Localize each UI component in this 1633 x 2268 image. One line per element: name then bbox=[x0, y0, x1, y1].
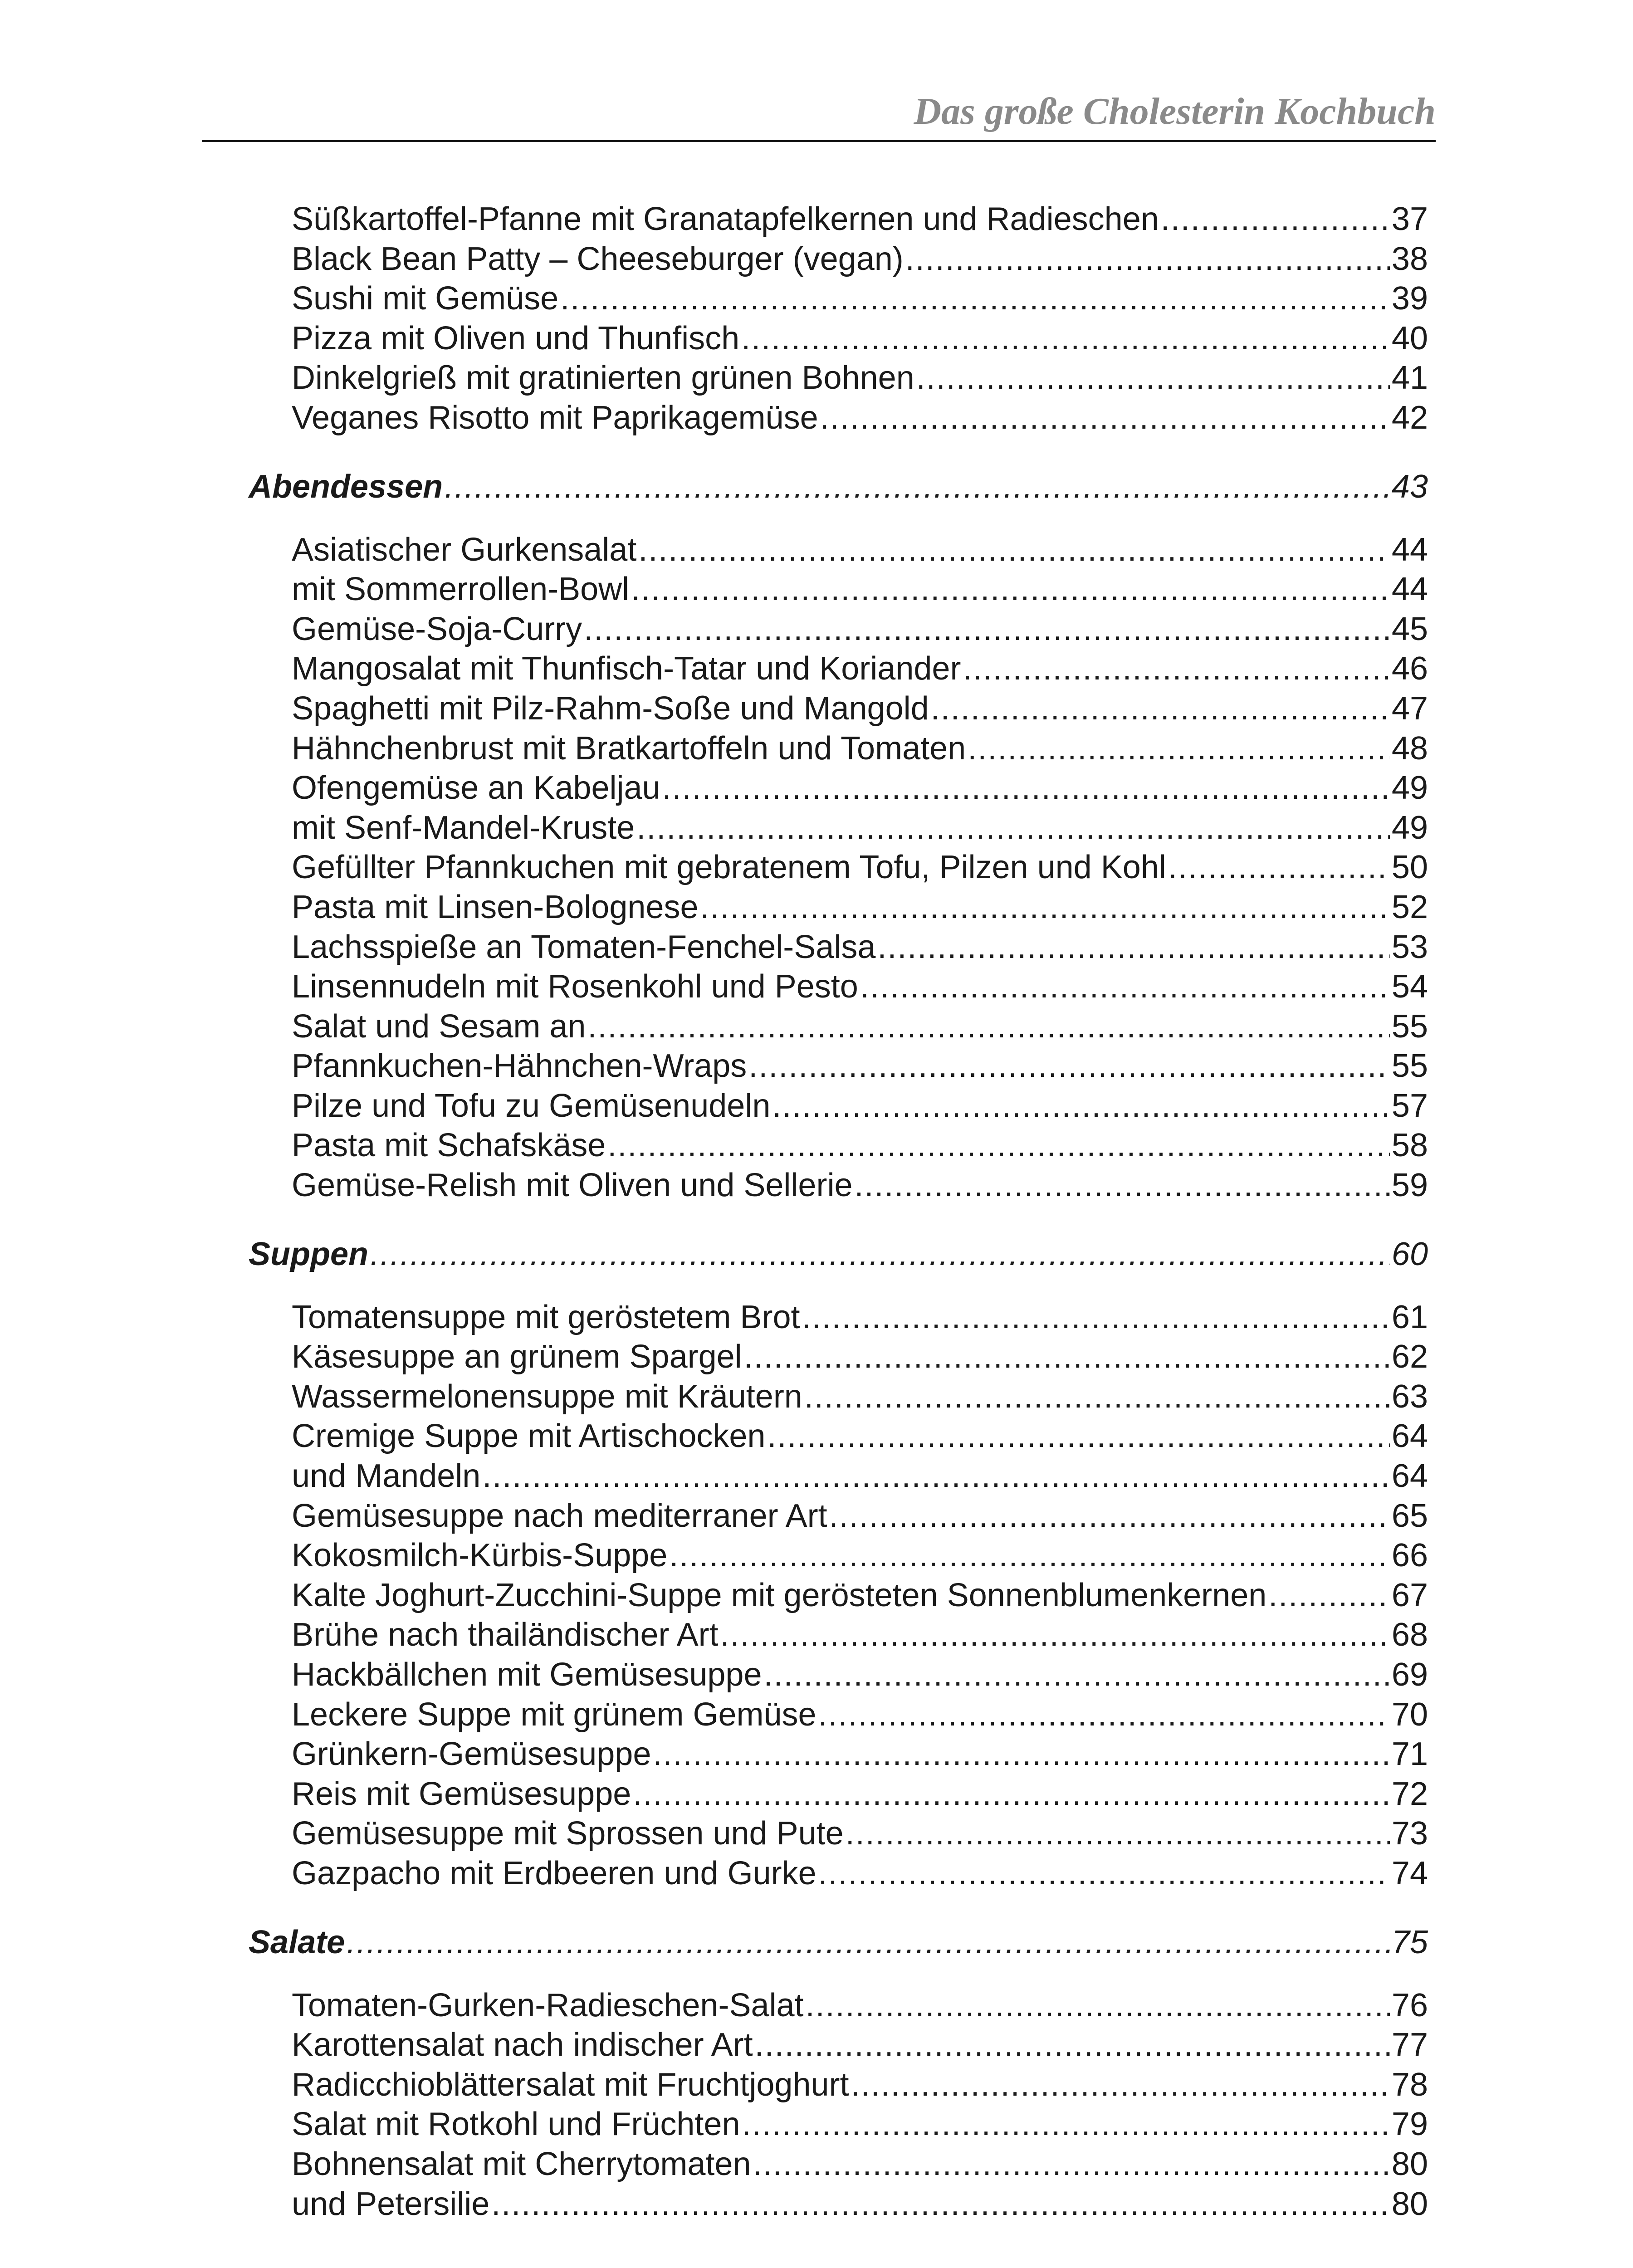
toc-entry-page: 53 bbox=[1391, 929, 1428, 965]
toc-entry-page: 62 bbox=[1391, 1339, 1428, 1375]
toc-entry-page: 44 bbox=[1391, 571, 1428, 608]
toc-section-suppen[interactable] bbox=[249, 1234, 1428, 1274]
toc-entry-title: Bohnensalat mit Cherrytomaten bbox=[292, 2146, 751, 2182]
dot-leader bbox=[931, 689, 1390, 729]
dot-leader bbox=[877, 928, 1390, 968]
dot-leader bbox=[370, 1234, 1390, 1274]
toc-entry[interactable] bbox=[292, 808, 1428, 848]
toc-entry-title: Cremige Suppe mit Artischocken bbox=[292, 1418, 766, 1455]
toc-section-title: Salate bbox=[249, 1924, 345, 1960]
toc-entry-page: 65 bbox=[1391, 1497, 1428, 1534]
toc-entry-page: 78 bbox=[1391, 2066, 1428, 2103]
toc-entry[interactable] bbox=[292, 1814, 1428, 1854]
dot-leader bbox=[818, 1695, 1390, 1735]
toc-entry-page: 58 bbox=[1391, 1127, 1428, 1164]
toc-entry[interactable] bbox=[292, 1735, 1428, 1774]
toc-entry-title: Salat und Sesam an bbox=[292, 1008, 586, 1045]
toc-entry-page: 54 bbox=[1391, 968, 1428, 1005]
toc-entry[interactable] bbox=[292, 1126, 1428, 1166]
dot-leader bbox=[742, 2105, 1390, 2145]
toc-section-page: 60 bbox=[1391, 1236, 1428, 1272]
toc-section-abendessen[interactable] bbox=[249, 467, 1428, 507]
dot-leader bbox=[804, 1377, 1390, 1417]
toc-entry-title: Kalte Joghurt-Zucchini-Suppe mit gerösteten Sonnenblumenkernen bbox=[292, 1577, 1267, 1613]
toc-entry-title: Brühe nach thailändischer Art bbox=[292, 1617, 719, 1653]
dot-leader bbox=[638, 530, 1390, 570]
toc-entry[interactable] bbox=[292, 610, 1428, 650]
toc-entry-title: Spaghetti mit Pilz-Rahm-Soße und Mangold bbox=[292, 690, 929, 727]
toc-entry-title: Wassermelonensuppe mit Kräutern bbox=[292, 1378, 802, 1415]
dot-leader bbox=[1168, 848, 1390, 888]
dot-leader bbox=[669, 1536, 1390, 1576]
toc-entry[interactable] bbox=[292, 240, 1428, 279]
dot-leader bbox=[720, 1615, 1390, 1655]
toc-entry-title: Karottensalat nach indischer Art bbox=[292, 2027, 753, 2063]
dot-leader bbox=[755, 2025, 1390, 2065]
toc-section-page: 75 bbox=[1391, 1924, 1428, 1960]
table-of-contents bbox=[249, 200, 1428, 2224]
toc-entry-page: 52 bbox=[1391, 889, 1428, 925]
toc-entry[interactable] bbox=[292, 1086, 1428, 1126]
dot-leader bbox=[820, 398, 1390, 438]
toc-entry[interactable] bbox=[292, 1166, 1428, 1206]
toc-section-title: Abendessen bbox=[249, 468, 443, 505]
dot-leader bbox=[633, 1774, 1390, 1814]
toc-entry-page: 37 bbox=[1391, 201, 1428, 237]
toc-entry-page: 48 bbox=[1391, 730, 1428, 767]
toc-entry-page: 64 bbox=[1391, 1458, 1428, 1495]
toc-entry[interactable] bbox=[292, 319, 1428, 359]
toc-entry[interactable] bbox=[292, 1496, 1428, 1536]
toc-entry[interactable] bbox=[292, 848, 1428, 888]
toc-entry-title: Mangosalat mit Thunfisch-Tatar und Koriander bbox=[292, 650, 961, 687]
toc-entry[interactable] bbox=[292, 2145, 1428, 2185]
toc-entry[interactable] bbox=[292, 888, 1428, 928]
toc-entry-title: Kokosmilch-Kürbis-Suppe bbox=[292, 1537, 668, 1574]
dot-leader bbox=[744, 1337, 1390, 1377]
toc-entry-page: 63 bbox=[1391, 1378, 1428, 1415]
toc-entry-page: 74 bbox=[1391, 1855, 1428, 1892]
toc-entry-title: Käsesuppe an grünem Spargel bbox=[292, 1339, 742, 1375]
toc-entry-page: 45 bbox=[1391, 611, 1428, 647]
dot-leader bbox=[818, 1854, 1390, 1894]
toc-entry-page: 67 bbox=[1391, 1577, 1428, 1613]
dot-leader bbox=[851, 2065, 1390, 2105]
toc-entry-page: 73 bbox=[1391, 1815, 1428, 1852]
toc-entry-page: 42 bbox=[1391, 399, 1428, 436]
toc-entry-title: Gemüse-Relish mit Oliven und Sellerie bbox=[292, 1167, 853, 1204]
toc-entry[interactable] bbox=[292, 729, 1428, 769]
toc-entry-page: 50 bbox=[1391, 849, 1428, 886]
toc-entry-title: Sushi mit Gemüse bbox=[292, 280, 559, 317]
dot-leader bbox=[1161, 200, 1390, 240]
dot-leader bbox=[631, 570, 1390, 610]
dot-leader bbox=[491, 2185, 1390, 2224]
toc-entry-title: Salat mit Rotkohl und Früchten bbox=[292, 2106, 740, 2143]
dot-leader bbox=[772, 1086, 1390, 1126]
toc-entry-page: 38 bbox=[1391, 240, 1428, 277]
dot-leader bbox=[662, 768, 1390, 808]
toc-entry-page: 40 bbox=[1391, 320, 1428, 357]
toc-entry-title: mit Sommerrollen-Bowl bbox=[292, 571, 630, 608]
toc-entry[interactable] bbox=[292, 1986, 1428, 2026]
toc-entry-title: Gemüsesuppe nach mediterraner Art bbox=[292, 1497, 827, 1534]
dot-leader bbox=[587, 1007, 1389, 1047]
toc-entry-title: Hähnchenbrust mit Bratkartoffeln und Tomaten bbox=[292, 730, 966, 767]
toc-entry[interactable] bbox=[292, 1576, 1428, 1616]
toc-section-salate[interactable] bbox=[249, 1922, 1428, 1962]
toc-entry-title: Ofengemüse an Kabeljau bbox=[292, 770, 660, 807]
toc-entry[interactable] bbox=[292, 530, 1428, 570]
toc-entry-page: 68 bbox=[1391, 1617, 1428, 1653]
dot-leader bbox=[741, 319, 1390, 359]
toc-entry-page: 39 bbox=[1391, 280, 1428, 317]
toc-entry[interactable] bbox=[292, 570, 1428, 610]
dot-leader bbox=[829, 1496, 1390, 1536]
dot-leader bbox=[607, 1126, 1390, 1166]
toc-entry[interactable] bbox=[292, 1046, 1428, 1086]
toc-entry[interactable] bbox=[292, 358, 1428, 398]
toc-entry-page: 69 bbox=[1391, 1657, 1428, 1693]
toc-entry-title: Asiatischer Gurkensalat bbox=[292, 531, 637, 568]
dot-leader bbox=[916, 358, 1390, 398]
toc-entry-page: 70 bbox=[1391, 1696, 1428, 1733]
toc-entry-page: 76 bbox=[1391, 1987, 1428, 2024]
toc-entry-title: Pasta mit Schafskäse bbox=[292, 1127, 606, 1164]
dot-leader bbox=[753, 2145, 1390, 2185]
toc-entry-title: Süßkartoffel-Pfanne mit Granatapfelkernen und Radieschen bbox=[292, 201, 1159, 237]
dot-leader bbox=[968, 729, 1390, 769]
toc-entry-title: Gefüllter Pfannkuchen mit gebratenem Tofu, Pilzen und Kohl bbox=[292, 849, 1166, 886]
toc-entry[interactable] bbox=[292, 2025, 1428, 2065]
toc-entry-page: 49 bbox=[1391, 770, 1428, 807]
header-rule bbox=[202, 140, 1436, 142]
toc-entry-title: und Petersilie bbox=[292, 2185, 490, 2222]
toc-entry-title: Tomatensuppe mit geröstetem Brot bbox=[292, 1299, 800, 1335]
toc-entry[interactable] bbox=[292, 1854, 1428, 1894]
toc-entry-page: 44 bbox=[1391, 531, 1428, 568]
toc-entry-page: 41 bbox=[1391, 360, 1428, 396]
dot-leader bbox=[347, 1922, 1390, 1962]
toc-entry-title: Veganes Risotto mit Paprikagemüse bbox=[292, 399, 818, 436]
toc-entry-title: Grünkern-Gemüsesuppe bbox=[292, 1736, 651, 1773]
toc-entry[interactable] bbox=[292, 1695, 1428, 1735]
toc-entry-title: Linsennudeln mit Rosenkohl und Pesto bbox=[292, 968, 858, 1005]
toc-entry[interactable] bbox=[292, 967, 1428, 1007]
toc-entry-page: 77 bbox=[1391, 2027, 1428, 2063]
toc-entry[interactable] bbox=[292, 1457, 1428, 1496]
dot-leader bbox=[860, 967, 1390, 1007]
dot-leader bbox=[653, 1735, 1390, 1774]
dot-leader bbox=[963, 649, 1389, 689]
toc-entry[interactable] bbox=[292, 1377, 1428, 1417]
toc-entry-title: Reis mit Gemüsesuppe bbox=[292, 1775, 631, 1812]
toc-entry-title: Gemüsesuppe mit Sprossen und Pute bbox=[292, 1815, 844, 1852]
toc-entry-page: 79 bbox=[1391, 2106, 1428, 2143]
toc-entry-title: Hackbällchen mit Gemüsesuppe bbox=[292, 1657, 762, 1693]
running-header-title: Das große Cholesterin Kochbuch bbox=[914, 90, 1436, 132]
toc-entry-page: 59 bbox=[1391, 1167, 1428, 1204]
toc-section-page: 43 bbox=[1391, 468, 1428, 505]
toc-entry-title: Radicchioblättersalat mit Fruchtjoghurt bbox=[292, 2066, 849, 2103]
toc-entry[interactable] bbox=[292, 2185, 1428, 2224]
toc-entry[interactable] bbox=[292, 768, 1428, 808]
toc-entry-title: Pasta mit Linsen-Bolognese bbox=[292, 889, 699, 925]
toc-entry-page: 46 bbox=[1391, 650, 1428, 687]
toc-entry[interactable] bbox=[292, 1655, 1428, 1695]
toc-entry[interactable] bbox=[292, 928, 1428, 968]
toc-entry-page: 71 bbox=[1391, 1736, 1428, 1773]
toc-entry-title: Pilze und Tofu zu Gemüsenudeln bbox=[292, 1087, 771, 1124]
toc-entry[interactable] bbox=[292, 398, 1428, 438]
dot-leader bbox=[560, 279, 1390, 319]
dot-leader bbox=[764, 1655, 1390, 1695]
dot-leader bbox=[1268, 1576, 1390, 1616]
toc-entry-title: Leckere Suppe mit grünem Gemüse bbox=[292, 1696, 816, 1733]
toc-entry-page: 66 bbox=[1391, 1537, 1428, 1574]
toc-entry[interactable] bbox=[292, 1007, 1428, 1047]
dot-leader bbox=[584, 610, 1390, 650]
toc-entry-page: 80 bbox=[1391, 2185, 1428, 2222]
toc-entry-title: mit Senf-Mandel-Kruste bbox=[292, 809, 635, 846]
toc-entry-page: 47 bbox=[1391, 690, 1428, 727]
toc-entry-page: 61 bbox=[1391, 1299, 1428, 1335]
toc-entry-title: Black Bean Patty – Cheeseburger (vegan) bbox=[292, 240, 904, 277]
toc-entry[interactable] bbox=[292, 1337, 1428, 1377]
dot-leader bbox=[854, 1166, 1389, 1206]
toc-entry-page: 55 bbox=[1391, 1008, 1428, 1045]
dot-leader bbox=[636, 808, 1390, 848]
toc-entry[interactable] bbox=[292, 1298, 1428, 1338]
dot-leader bbox=[445, 467, 1390, 507]
toc-entry-page: 49 bbox=[1391, 809, 1428, 846]
toc-entry-title: Dinkelgrieß mit gratinierten grünen Bohnen bbox=[292, 360, 914, 396]
toc-entry[interactable] bbox=[292, 200, 1428, 240]
dot-leader bbox=[802, 1298, 1390, 1338]
dot-leader bbox=[482, 1457, 1390, 1496]
dot-leader bbox=[846, 1814, 1390, 1854]
dot-leader bbox=[767, 1417, 1389, 1457]
toc-entry[interactable] bbox=[292, 1536, 1428, 1576]
toc-section-title: Suppen bbox=[249, 1236, 368, 1272]
toc-entry-page: 64 bbox=[1391, 1418, 1428, 1455]
dot-leader bbox=[748, 1046, 1390, 1086]
dot-leader bbox=[806, 1986, 1390, 2026]
toc-entry-page: 57 bbox=[1391, 1087, 1428, 1124]
toc-entry[interactable] bbox=[292, 1615, 1428, 1655]
toc-entry[interactable] bbox=[292, 1417, 1428, 1457]
toc-entry-title: Pfannkuchen-Hähnchen-Wraps bbox=[292, 1048, 747, 1085]
toc-entry[interactable] bbox=[292, 279, 1428, 319]
toc-entry-title: Gemüse-Soja-Curry bbox=[292, 611, 582, 647]
toc-entry-title: Tomaten-Gurken-Radieschen-Salat bbox=[292, 1987, 804, 2024]
toc-entry-page: 80 bbox=[1391, 2146, 1428, 2182]
toc-entry[interactable] bbox=[292, 1774, 1428, 1814]
toc-entry[interactable] bbox=[292, 649, 1428, 689]
dot-leader bbox=[905, 240, 1390, 279]
toc-entry[interactable] bbox=[292, 2105, 1428, 2145]
toc-entry[interactable] bbox=[292, 689, 1428, 729]
toc-entry-title: Lachsspieße an Tomaten-Fenchel-Salsa bbox=[292, 929, 876, 965]
dot-leader bbox=[700, 888, 1390, 928]
toc-entry-title: Gazpacho mit Erdbeeren und Gurke bbox=[292, 1855, 816, 1892]
toc-entry-title: und Mandeln bbox=[292, 1458, 481, 1495]
toc-entry-page: 72 bbox=[1391, 1775, 1428, 1812]
toc-entry[interactable] bbox=[292, 2065, 1428, 2105]
toc-entry-page: 55 bbox=[1391, 1048, 1428, 1085]
toc-entry-title: Pizza mit Oliven und Thunfisch bbox=[292, 320, 740, 357]
